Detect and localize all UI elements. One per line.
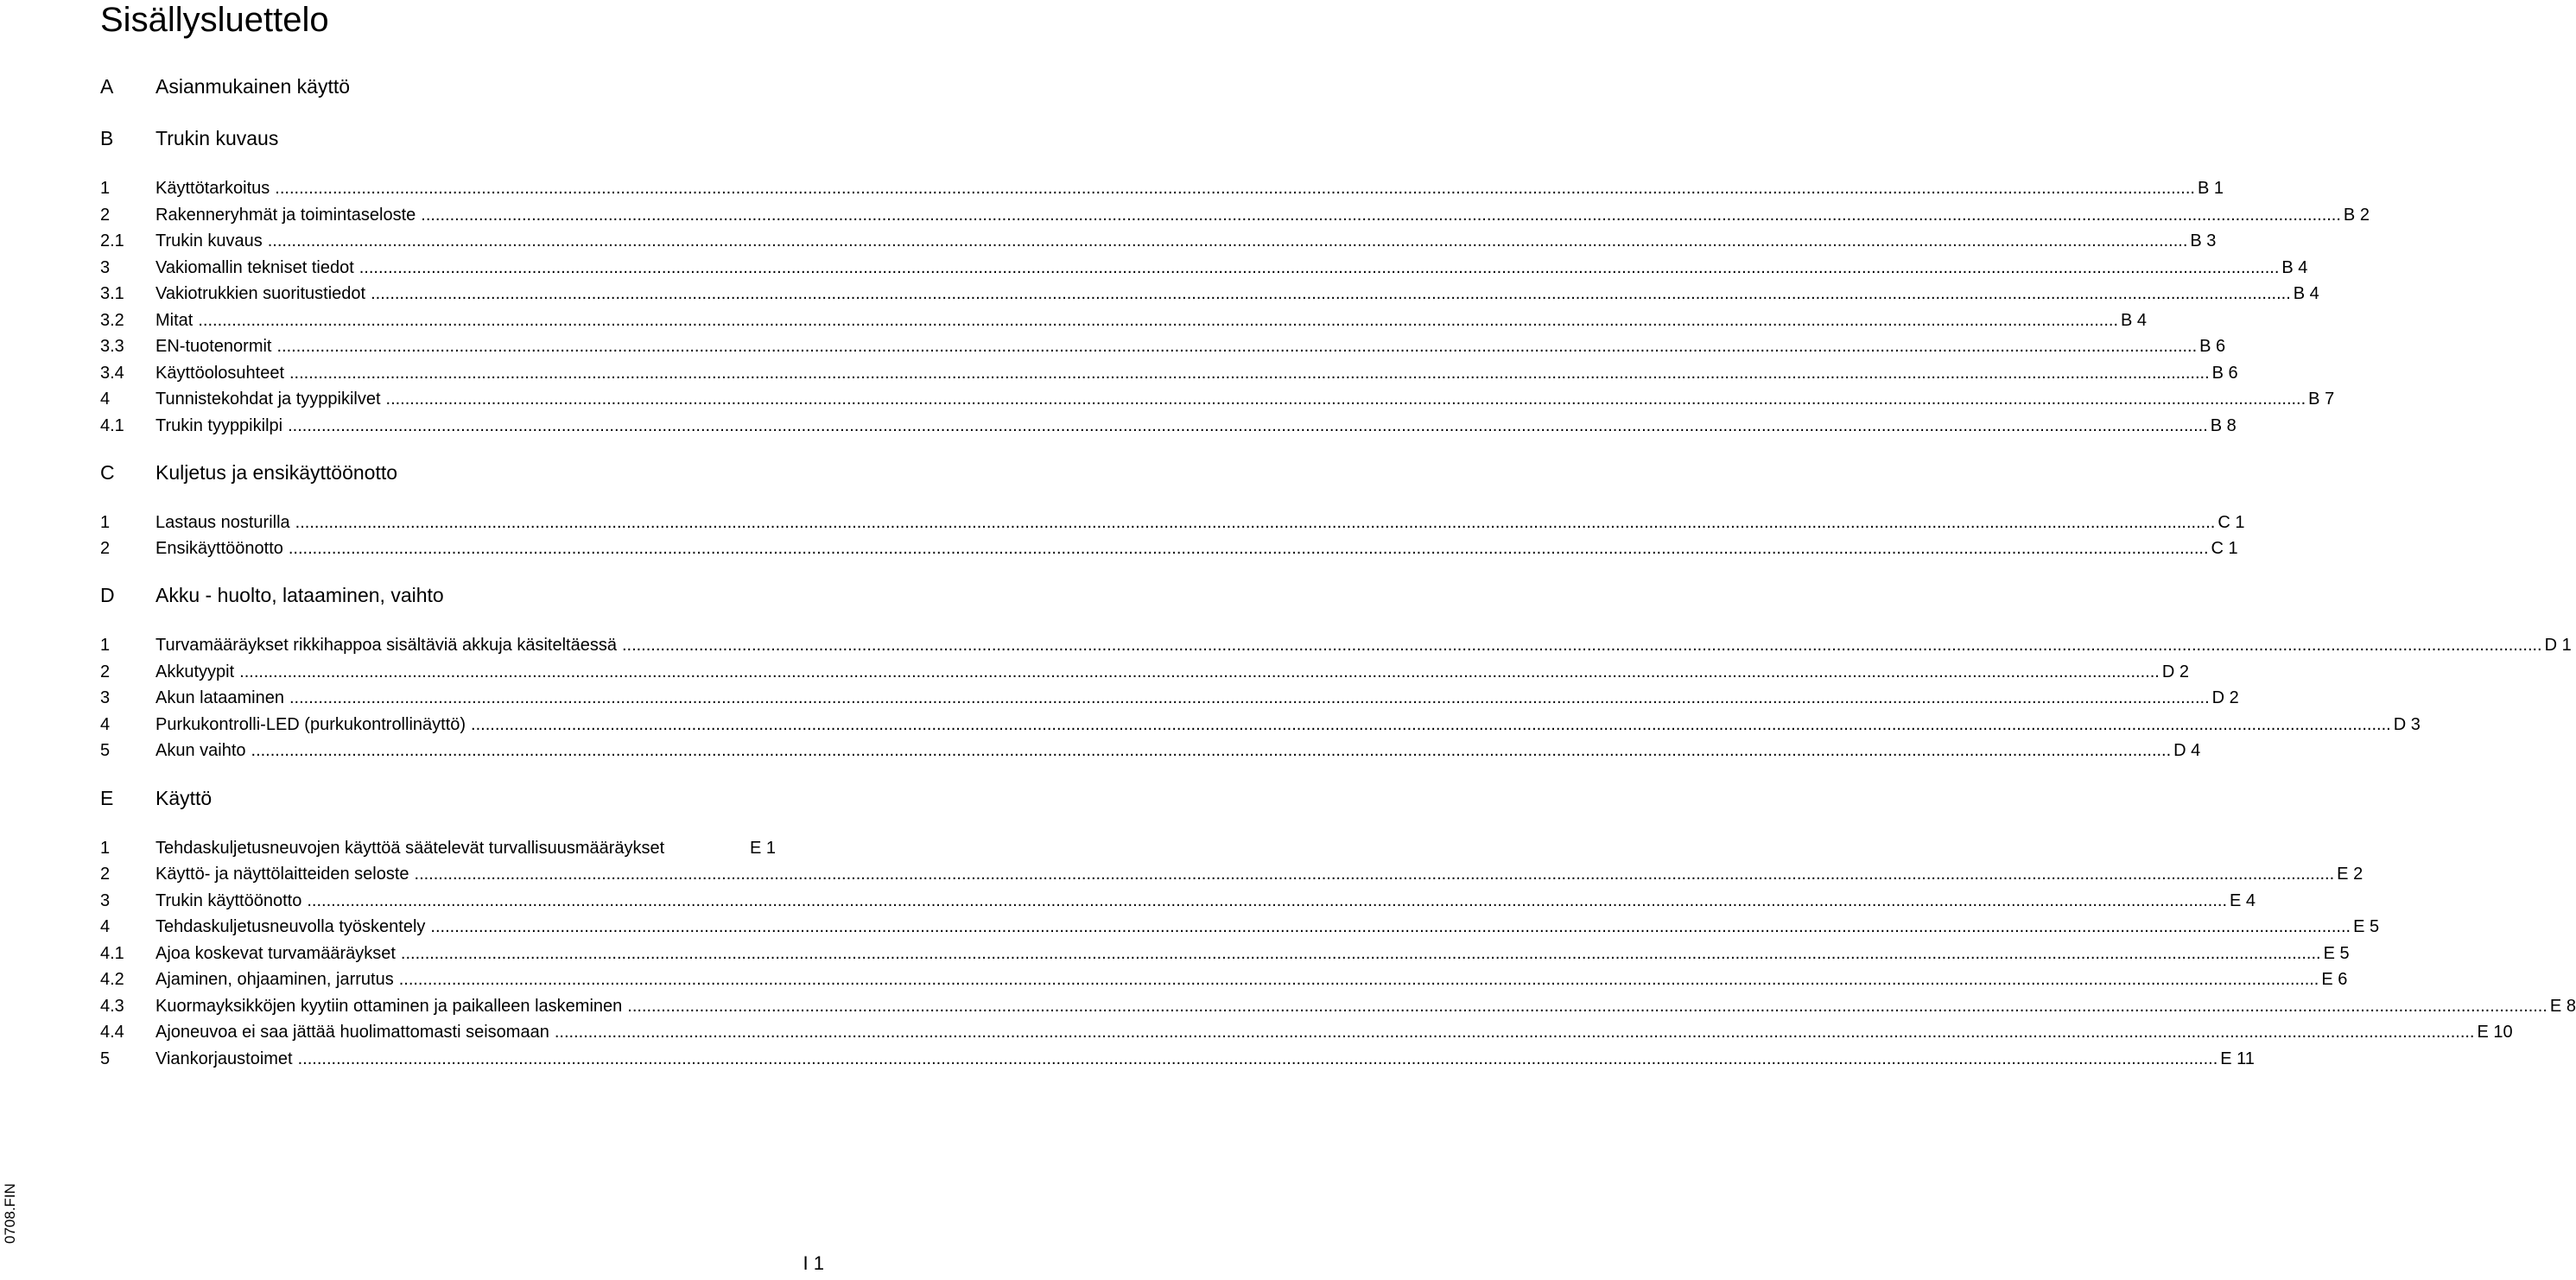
toc-section-heading [100, 462, 776, 483]
toc-entry[interactable] [100, 996, 2576, 1017]
page-number: I 1 [803, 1252, 824, 1274]
toc-number: 5 [100, 741, 111, 760]
toc-number: 3.4 [100, 364, 124, 383]
dot-leader: ................................................................................................................................................................................................................................................................................................................................................................................................................ [307, 891, 2228, 910]
toc-page-ref: E 11 [2220, 1049, 2255, 1068]
toc-number: 4 [100, 390, 111, 409]
toc-page-ref: B 4 [2121, 311, 2148, 330]
toc-page-ref: E 5 [2353, 917, 2380, 936]
toc-number: 2 [100, 539, 111, 558]
toc-entry[interactable] [100, 916, 2380, 937]
toc-page-ref: B 2 [2343, 206, 2370, 225]
toc-label: Vakiotrukkien suoritustiedot [155, 284, 366, 303]
toc-number: 1 [100, 636, 111, 655]
toc-label: Ajoa koskevat turvamääräykset [155, 944, 396, 963]
toc-label: Tehdaskuljetusneuvolla työskentely [155, 917, 426, 936]
toc-number: 3.2 [100, 311, 124, 330]
toc-entry[interactable] [100, 1022, 2513, 1042]
dot-leader: ................................................................................................................................................................................................................................................................................................................................................................................................................ [239, 662, 2160, 681]
toc-page-ref: D 2 [2161, 662, 2189, 681]
dot-leader: ................................................................................................................................................................................................................................................................................................................................................................................................................ [398, 970, 2319, 989]
toc-page-ref: B 6 [2211, 364, 2238, 383]
document-code: 0708.FIN [2, 1183, 18, 1244]
toc-number: E [100, 787, 114, 809]
toc-number: 1 [100, 513, 111, 532]
toc-section-heading [100, 585, 776, 605]
toc-number: D [100, 584, 115, 606]
toc-entry[interactable] [100, 890, 2256, 911]
toc-label: Ensikäyttöönotto [155, 539, 283, 558]
dot-leader: ................................................................................................................................................................................................................................................................................................................................................................................................................ [251, 741, 2172, 760]
toc-number: 2.1 [100, 231, 124, 250]
toc-page-ref: B 4 [2281, 258, 2308, 277]
page-title: Sisällysluettelo [100, 1, 329, 39]
toc-entry[interactable] [100, 688, 2239, 708]
dot-leader: ................................................................................................................................................................................................................................................................................................................................................................................................................ [554, 1023, 2475, 1042]
toc-entry[interactable] [100, 363, 2238, 383]
dot-leader: ................................................................................................................................................................................................................................................................................................................................................................................................................ [421, 206, 2341, 225]
toc-label: Akkutyypit [155, 662, 235, 681]
dot-leader: ................................................................................................................................................................................................................................................................................................................................................................................................................ [275, 179, 2195, 198]
toc-number: 4.4 [100, 1023, 124, 1042]
toc-label: Trukin kuvaus [155, 231, 263, 250]
toc-number: 3.1 [100, 284, 124, 303]
toc-label: Kuormayksikköjen kyytiin ottaminen ja paikalleen laskeminen [155, 997, 623, 1016]
toc-number: 4.1 [100, 416, 124, 435]
toc-entry[interactable] [100, 969, 2348, 990]
toc-number: 1 [100, 179, 111, 198]
toc-label: Lastaus nosturilla [155, 513, 290, 532]
toc-page-ref: D 4 [2173, 741, 2201, 760]
dot-leader: ................................................................................................................................................................................................................................................................................................................................................................................................................ [276, 337, 2198, 356]
toc-entry[interactable] [100, 740, 2201, 761]
toc-label: Käyttötarkoitus [155, 179, 270, 198]
toc-page-ref: B 7 [2308, 390, 2335, 409]
toc-entry[interactable] [100, 389, 2335, 409]
dot-leader: ................................................................................................................................................................................................................................................................................................................................................................................................................ [267, 231, 2188, 250]
toc-page-ref: B 4 [2293, 284, 2319, 303]
toc-number: 3 [100, 688, 111, 707]
toc-entry[interactable] [100, 231, 2217, 251]
toc-label: Tunnistekohdat ja tyyppikilvet [155, 390, 381, 409]
toc-entry[interactable] [100, 864, 2363, 884]
toc-entry[interactable] [100, 635, 2572, 656]
toc-label: Mitat [155, 311, 194, 330]
toc-page-ref: D 1 [2544, 636, 2572, 655]
toc-entry[interactable] [100, 714, 2421, 735]
toc-section-heading [100, 788, 776, 808]
toc-entry[interactable] [100, 415, 2237, 436]
toc-number: 2 [100, 206, 111, 225]
dot-leader: ................................................................................................................................................................................................................................................................................................................................................................................................................ [430, 917, 2351, 936]
dot-leader: ................................................................................................................................................................................................................................................................................................................................................................................................................ [358, 258, 2280, 277]
dot-leader: ................................................................................................................................................................................................................................................................................................................................................................................................................ [621, 636, 2542, 655]
toc-label: Akku - huolto, lataaminen, vaihto [155, 584, 444, 606]
toc-number: 4 [100, 715, 111, 734]
toc-label: Ajaminen, ohjaaminen, jarrutus [155, 970, 394, 989]
toc-entry[interactable] [100, 205, 2370, 225]
toc-label: Ajoneuvoa ei saa jättää huolimattomasti seisomaan [155, 1023, 549, 1042]
dot-leader: ................................................................................................................................................................................................................................................................................................................................................................................................................ [198, 311, 2118, 330]
toc-number: C [100, 461, 115, 484]
toc-page-ref: E 1 [749, 839, 776, 858]
toc-page-ref: D 3 [2393, 715, 2421, 734]
toc-number: B [100, 127, 114, 149]
toc-label: Vakiomallin tekniset tiedot [155, 258, 354, 277]
toc-section-heading [100, 128, 776, 149]
dot-leader: ................................................................................................................................................................................................................................................................................................................................................................................................................ [400, 944, 2321, 963]
toc-entry[interactable] [100, 1049, 2255, 1069]
toc-entry[interactable] [100, 538, 2238, 559]
toc-page-ref: B 3 [2190, 231, 2217, 250]
toc-label: Käyttöolosuhteet [155, 364, 284, 383]
dot-leader: ................................................................................................................................................................................................................................................................................................................................................................................................................ [289, 364, 2210, 383]
toc-number: 4 [100, 917, 111, 936]
toc-entry[interactable] [100, 257, 2308, 278]
toc-page-ref: C 1 [2211, 539, 2238, 558]
dot-leader: ................................................................................................................................................................................................................................................................................................................................................................................................................ [471, 715, 2391, 734]
toc-page-ref: B 6 [2199, 337, 2226, 356]
toc-entry[interactable] [100, 310, 2148, 331]
dot-leader: ................................................................................................................................................................................................................................................................................................................................................................................................................ [371, 284, 2291, 303]
toc-page-ref: E 4 [2230, 891, 2256, 910]
toc-label: Trukin käyttöönotto [155, 891, 302, 910]
toc-number: 2 [100, 865, 111, 884]
toc-label: Akun lataaminen [155, 688, 284, 707]
toc-label: Purkukontrolli-LED (purkukontrollinäyttö) [155, 715, 466, 734]
dot-leader: ................................................................................................................................................................................................................................................................................................................................................................................................................ [385, 390, 2306, 409]
toc-label: Käyttö- ja näyttölaitteiden seloste [155, 865, 409, 884]
toc-page-ref: E 8 [2549, 997, 2576, 1016]
dot-leader: ................................................................................................................................................................................................................................................................................................................................................................................................................ [289, 688, 2210, 707]
toc-number: 4.2 [100, 970, 124, 989]
dot-leader: ................................................................................................................................................................................................................................................................................................................................................................................................................ [627, 997, 2547, 1016]
toc-page-ref: C 1 [2218, 513, 2245, 532]
toc-label: Asianmukainen käyttö [155, 75, 351, 98]
toc-label: Tehdaskuljetusneuvojen käyttöä säätelevät turvallisuusmääräykset [155, 839, 665, 858]
toc-page-ref: E 6 [2321, 970, 2348, 989]
toc-label: Trukin tyyppikilpi [155, 416, 283, 435]
toc-page-ref: B 8 [2210, 416, 2237, 435]
toc-number: A [100, 75, 114, 98]
toc-entry[interactable] [100, 943, 2350, 964]
toc-entry[interactable] [100, 178, 2224, 199]
toc-label: Rakenneryhmät ja toimintaseloste [155, 206, 416, 225]
toc-page-ref: D 2 [2211, 688, 2239, 707]
dot-leader: ................................................................................................................................................................................................................................................................................................................................................................................................................ [295, 513, 2216, 532]
toc-number: 3 [100, 258, 111, 277]
toc-label: EN-tuotenormit [155, 337, 272, 356]
toc-entry[interactable] [100, 283, 2319, 304]
toc-section-heading [100, 76, 776, 97]
toc-page-ref: E 2 [2337, 865, 2363, 884]
toc-label: Turvamääräykset rikkihappoa sisältäviä akkuja käsiteltäessä [155, 636, 617, 655]
toc-label: Kuljetus ja ensikäyttöönotto [155, 461, 398, 484]
toc-number: 1 [100, 839, 111, 858]
dot-leader: ................................................................................................................................................................................................................................................................................................................................................................................................................ [297, 1049, 2218, 1068]
toc-label: Trukin kuvaus [155, 127, 279, 149]
dot-leader: ................................................................................................................................................................................................................................................................................................................................................................................................................ [288, 539, 2209, 558]
toc-number: 3 [100, 891, 111, 910]
toc-label: Käyttö [155, 787, 213, 809]
toc-entry[interactable] [100, 838, 776, 859]
toc-number: 4.1 [100, 944, 124, 963]
toc-entry[interactable] [100, 512, 2245, 533]
dot-leader: ................................................................................................................................................................................................................................................................................................................................................................................................................ [414, 865, 2335, 884]
toc-number: 5 [100, 1049, 111, 1068]
toc-entry[interactable] [100, 336, 2226, 357]
toc-page-ref: E 10 [2477, 1023, 2513, 1042]
toc-number: 4.3 [100, 997, 124, 1016]
toc-number: 3.3 [100, 337, 124, 356]
toc-number: 2 [100, 662, 111, 681]
dot-leader: ................................................................................................................................................................................................................................................................................................................................................................................................................ [288, 416, 2208, 435]
toc-entry[interactable] [100, 662, 2189, 682]
toc-page-ref: B 1 [2197, 179, 2224, 198]
toc-label: Viankorjaustoimet [155, 1049, 293, 1068]
toc-page-ref: E 5 [2323, 944, 2350, 963]
toc-label: Akun vaihto [155, 741, 246, 760]
